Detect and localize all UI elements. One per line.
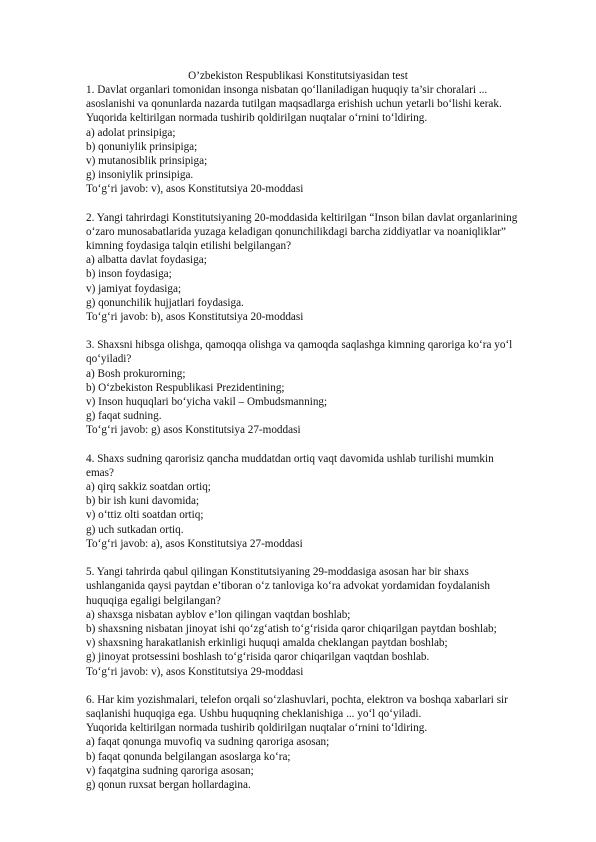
- answer-option-v: v) faqatgina sudning qaroriga asosan;: [86, 764, 254, 777]
- question-4: [86, 452, 556, 551]
- question-stem-line: huquqiga egaligi belgilangan?: [86, 594, 221, 607]
- answer-option-a: a) adolat prinsipiga;: [86, 126, 176, 139]
- answer-option-v: v) jamiyat foydasiga;: [86, 282, 182, 295]
- answer-option-b: b) shaxsning nisbatan jinoyat ishi qo‘zg‘atish to‘g‘risida qaror chiqarilgan paytdan boshlab;: [86, 622, 497, 635]
- question-stem-line: ushlanganida qaysi paytdan e’tiboran o‘z tanloviga ko‘ra advokat yordamidan foydalanish: [86, 580, 490, 593]
- question-1: [86, 83, 556, 197]
- answer-option-a: a) Bosh prokurorning;: [86, 367, 186, 380]
- question-stem-line: emas?: [86, 466, 114, 479]
- question-stem-line: Yuqorida keltirilgan normada tushirib qoldirilgan nuqtalar o‘rnini to‘ldiring.: [86, 112, 428, 125]
- correct-answer: To‘g‘ri javob: v), asos Konstitutsiya 20-moddasi: [86, 183, 304, 196]
- question-5: [86, 565, 556, 679]
- answer-option-b: b) bir ish kuni davomida;: [86, 495, 200, 508]
- question-stem-line: 1. Davlat organlari tomonidan insonga nisbatan qo‘llaniladigan huquqiy ta’sir choralari ...: [86, 84, 488, 96]
- question-2: [86, 211, 556, 325]
- answer-option-v: v) o‘ttiz olti soatdan ortiq;: [86, 509, 204, 522]
- answer-option-g: g) insoniylik prinsipiga.: [86, 169, 194, 182]
- answer-option-b: b) faqat qonunda belgilangan asoslarga ko‘ra;: [86, 750, 291, 763]
- correct-answer: To‘g‘ri javob: g) asos Konstitutsiya 27-moddasi: [86, 424, 301, 437]
- question-list: [86, 83, 556, 806]
- answer-option-g: g) qonunchilik hujjatlari foydasiga.: [86, 296, 244, 309]
- answer-option-a: a) shaxsga nisbatan ayblov e’lon qilingan vaqtdan boshlab;: [86, 608, 351, 621]
- answer-option-a: a) faqat qonunga muvofiq va sudning qaroriga asosan;: [86, 736, 330, 749]
- answer-option-g: g) qonun ruxsat bergan hollardagina.: [86, 778, 251, 791]
- answer-option-v: v) mutanosiblik prinsipiga;: [86, 155, 208, 168]
- answer-option-b: b) O‘zbekiston Respublikasi Prezidentining;: [86, 381, 285, 394]
- correct-answer: To‘g‘ri javob: v), asos Konstitutsiya 29-moddasi: [86, 665, 304, 678]
- question-3: [86, 338, 556, 437]
- question-stem-line: 4. Shaxs sudning qarorisiz qancha muddatdan ortiq vaqt davomida ushlab turilishi mumkin: [86, 452, 494, 465]
- question-stem-line: 5. Yangi tahrirda qabul qilingan Konstitutsiyaning 29-moddasiga asosan har bir shaxs: [86, 566, 469, 579]
- answer-option-b: b) inson foydasiga;: [86, 268, 172, 281]
- answer-option-b: b) qonuniylik prinsipiga;: [86, 140, 198, 153]
- question-stem-line: 2. Yangi tahrirdagi Konstitutsiyaning 20-moddasida keltirilgan “Inson bilan davlat organlarining: [86, 211, 518, 224]
- question-stem-line: saqlanishi huquqiga ega. Ushbu huquqning cheklanishiga ... yo‘l qo‘yiladi.: [86, 707, 422, 720]
- answer-option-v: v) shaxsning harakatlanish erkinligi huquqi amalda cheklangan paytdan boshlab;: [86, 637, 448, 650]
- answer-option-g: g) jinoyat protsessini boshlash to‘g‘risida qaror chiqarilgan vaqtdan boshlab.: [86, 651, 430, 664]
- answer-option-g: g) faqat sudning.: [86, 410, 162, 423]
- correct-answer: To‘g‘ri javob: a), asos Konstitutsiya 27-moddasi: [86, 537, 303, 550]
- question-stem-line: asoslanishi va qonunlarda nazarda tutilgan maqsadlarga erishish uchun yetarli bo‘lishi kerak.: [86, 98, 502, 111]
- page-title: O’zbekiston Respublikasi Konstitutsiyasidan test: [188, 70, 408, 82]
- answer-option-a: a) albatta davlat foydasiga;: [86, 254, 207, 267]
- question-stem-line: kimning foydasiga talqin etilishi belgilangan?: [86, 240, 292, 253]
- question-stem-line: 3. Shaxsni hibsga olishga, qamoqqa olishga va qamoqda saqlashga kimning qaroriga ko‘ra yo‘l: [86, 339, 513, 352]
- question-stem-line: Yuqorida keltirilgan normada tushirib qoldirilgan nuqtalar o‘rnini to‘ldiring.: [86, 722, 428, 735]
- correct-answer: To‘g‘ri javob: b), asos Konstitutsiya 20-moddasi: [86, 311, 304, 324]
- answer-option-a: a) qirq sakkiz soatdan ortiq;: [86, 481, 211, 494]
- answer-option-v: v) Inson huquqlari bo‘yicha vakil – Ombudsmanning;: [86, 396, 328, 409]
- question-stem-line: 6. Har kim yozishmalari, telefon orqali so‘zlashuvlari, pochta, elektron va boshqa xabarlari sir: [86, 693, 508, 706]
- answer-option-g: g) uch sutkadan ortiq.: [86, 523, 184, 536]
- question-6: [86, 693, 556, 792]
- question-stem-line: o‘zaro munosabatlarida yuzaga keladigan qonunchilikdagi barcha ziddiyatlar va noaniqliklar”: [86, 225, 506, 238]
- question-stem-line: qo‘yiladi?: [86, 353, 132, 366]
